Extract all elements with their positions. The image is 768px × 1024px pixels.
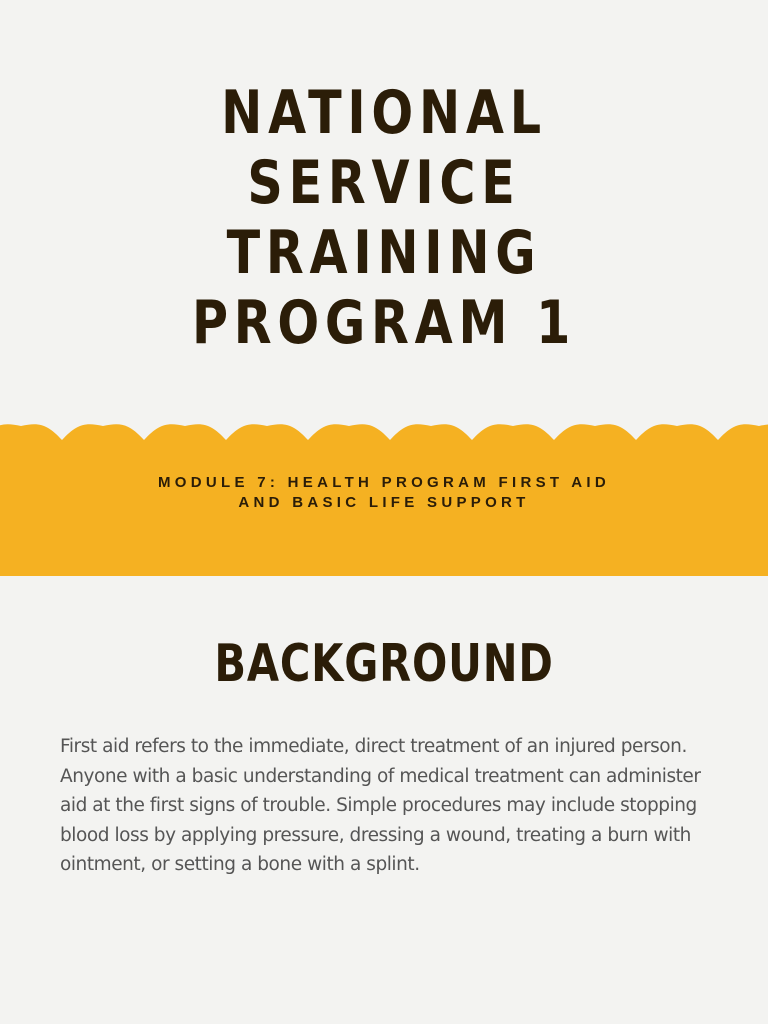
body-line: blood loss by applying pressure, dressing a wound, treating a burn with — [60, 824, 691, 846]
title-line: PROGRAM 1 — [191, 288, 577, 358]
section-heading: BACKGROUND — [214, 634, 554, 694]
subtitle-line: MODULE 7: HEALTH PROGRAM FIRST AID — [157, 474, 611, 491]
main-title — [69, 78, 699, 358]
subtitle-line: AND BASIC LIFE SUPPORT — [238, 494, 530, 511]
title-line: NATIONAL — [221, 78, 547, 148]
section-body — [60, 732, 750, 880]
body-line: aid at the first signs of trouble. Simple procedures may include stopping — [60, 795, 697, 816]
body-line: Anyone with a basic understanding of medical treatment can administer — [60, 765, 701, 787]
body-line: First aid refers to the immediate, direct treatment of an injured person. — [60, 736, 687, 757]
module-subtitle — [0, 473, 768, 513]
body-line: ointment, or setting a bone with a splint. — [60, 854, 420, 875]
title-line: SERVICE — [247, 148, 521, 218]
title-line: TRAINING — [226, 218, 542, 288]
